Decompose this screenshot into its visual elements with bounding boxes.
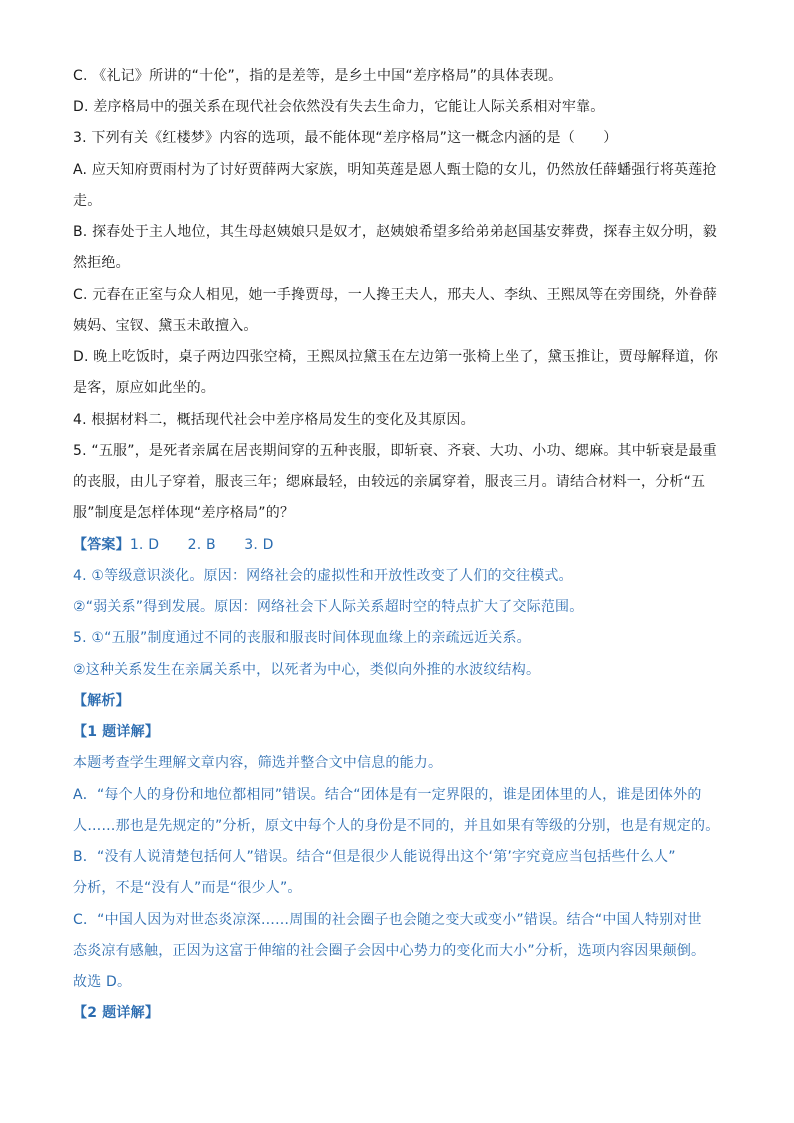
answer-5-point-2: ②这种关系发生在亲属关系中，以死者为中心，类似向外推的水波纹结构。 bbox=[73, 662, 541, 678]
q1-detail-a-line2: 人……那也是先规定的”分析，原文中每个人的身份是不同的，并且如果有等级的分别，也是有规定的。 bbox=[73, 818, 720, 834]
answer-line bbox=[73, 535, 723, 555]
answer-label: 【答案】 bbox=[73, 537, 130, 553]
q3-option-d-line1: D. 晚上吃饭时，桌子两边四张空椅，王熙凤拉黛玉在左边第一张椅上坐了，黛玉推让，贾母解释道，你 bbox=[73, 349, 719, 365]
option-d-text: D. 差序格局中的强关系在现代社会依然没有失去生命力，它能让人际关系相对牢靠。 bbox=[73, 99, 605, 115]
question-5-line1: 5. “五服”，是死者亲属在居丧期间穿的五种丧服，即斩衰、齐衰、大功、小功、缌麻。其中斩衰是最重 bbox=[73, 443, 717, 459]
q3-option-c-line2: 姨妈、宝钗、黛玉未敢擅入。 bbox=[73, 318, 258, 334]
q1-detail-heading: 【1 题详解】 bbox=[73, 724, 160, 740]
q1-detail-intro: 本题考查学生理解文章内容，筛选并整合文中信息的能力。 bbox=[73, 755, 443, 771]
q3-option-b-line2: 然拒绝。 bbox=[73, 255, 130, 271]
question-5-line2: 的丧服，由儿子穿着，服丧三年；缌麻最轻，由较远的亲属穿着，服丧三月。请结合材料一，分析“五 bbox=[73, 474, 706, 490]
q1-detail-conclusion: 故选 D。 bbox=[73, 974, 132, 990]
answer-4-point-1: 4. ①等级意识淡化。原因：网络社会的虚拟性和开放性改变了人们的交往模式。 bbox=[73, 568, 573, 584]
q3-option-d-line2: 是客，原应如此坐的。 bbox=[73, 380, 215, 396]
q3-option-a-line1: A. 应天知府贾雨村为了讨好贾薛两大家族，明知英莲是恩人甄士隐的女儿，仍然放任薛蟠强行将英莲抢 bbox=[73, 162, 717, 178]
q1-detail-b-line2: 分析，不是“没有人”而是“很少人”。 bbox=[73, 880, 302, 896]
question-5-line3: 服”制度是怎样体现“差序格局”的？ bbox=[73, 505, 295, 521]
analysis-heading: 【解析】 bbox=[73, 693, 130, 709]
q3-option-c-line1: C. 元春在正室与众人相见，她一手搀贾母，一人搀王夫人，邢夫人、李纨、王熙凤等在旁围绕，外眷薛 bbox=[73, 287, 718, 303]
option-c-text: C. 《礼记》所讲的“十伦”，指的是差等，是乡土中国“差序格局”的具体表现。 bbox=[73, 68, 563, 84]
answer-values: 1. D 2. B 3. D bbox=[129, 537, 274, 553]
answer-5-point-1: 5. ①“五服”制度通过不同的丧服和服丧时间体现血缘上的亲疏远近关系。 bbox=[73, 630, 531, 646]
q3-option-b-line1: B. 探春处于主人地位，其生母赵姨娘只是奴才，赵姨娘希望多给弟弟赵国基安葬费，探春主奴分明，毅 bbox=[73, 224, 717, 240]
question-3: 3. 下列有关《红楼梦》内容的选项，最不能体现“差序格局”这一概念内涵的是（ ） bbox=[73, 130, 618, 146]
q1-detail-b-line1: B．“没有人说清楚包括何人”错误。结合“但是很少人能说得出这个‘第’字究竟应当包括些什么人” bbox=[73, 849, 676, 865]
q1-detail-c-line1: C．“中国人因为对世态炎凉深……周围的社会圈子也会随之变大或变小”错误。结合“中国人特别对世 bbox=[73, 912, 702, 928]
answer-4-point-2: ②“弱关系”得到发展。原因：网络社会下人际关系超时空的特点扩大了交际范围。 bbox=[73, 599, 584, 615]
q3-option-a-line2: 走。 bbox=[73, 193, 102, 209]
q1-detail-c-line2: 态炎凉有感触，正因为这富于伸缩的社会圈子会因中心势力的变化而大小”分析，选项内容因果颠倒。 bbox=[73, 943, 706, 959]
q1-detail-a-line1: A．“每个人的身份和地位都相同”错误。结合“团体是有一定界限的，谁是团体里的人，谁是团体外的 bbox=[73, 787, 702, 803]
question-4: 4. 根据材料二，概括现代社会中差序格局发生的变化及其原因。 bbox=[73, 412, 475, 428]
q2-detail-heading: 【2 题详解】 bbox=[73, 1005, 160, 1021]
